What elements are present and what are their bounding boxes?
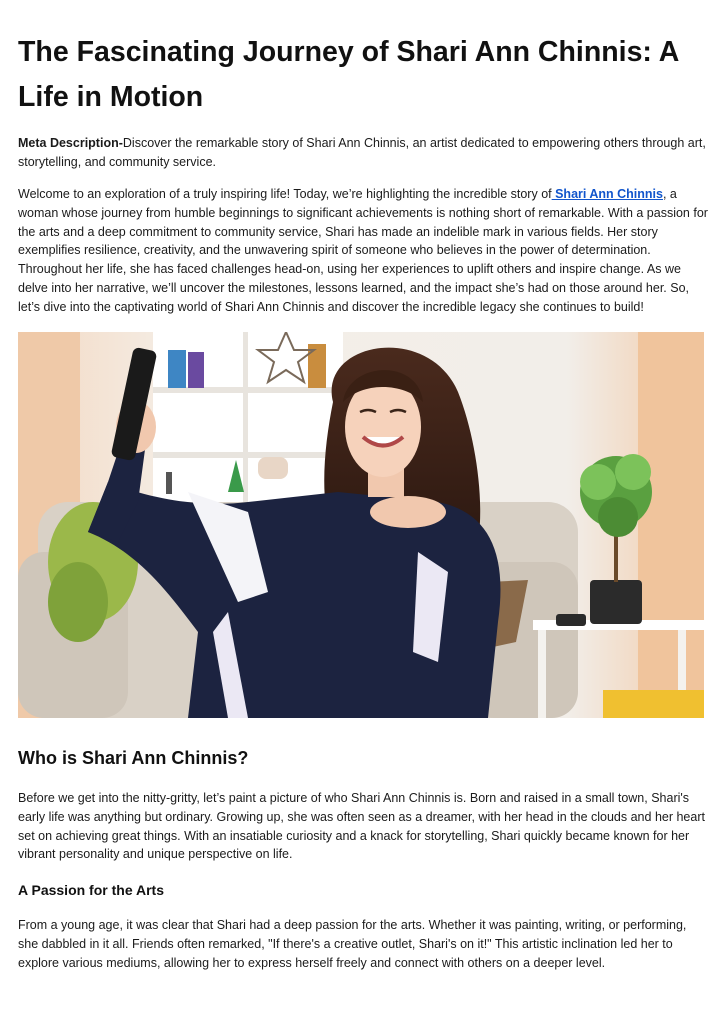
meta-description-text: Discover the remarkable story of Shari Ann Chinnis, an artist dedicated to empowering others through art, storytelling, and community service. [18,136,706,169]
shari-ann-chinnis-link[interactable]: Shari Ann Chinnis [551,187,663,201]
section-heading-arts: A Passion for the Arts [18,882,164,898]
section-heading-who: Who is Shari Ann Chinnis? [18,748,249,768]
meta-description [18,134,708,172]
section-paragraph-who: Before we get into the nitty-gritty, let’s paint a picture of who Shari Ann Chinnis is. Born and raised in a small town, Shari's early life was anything but ordinary. Growing up, she was often seen as a dreamer, with her head in the clouds and her heart set on achieving great things. With an insatiable curiosity and a knack for storytelling, Shari quickly became known for her vibrant personality and unique perspective on life. [18,791,705,862]
section-paragraph-arts: From a young age, it was clear that Shari had a deep passion for the arts. Whether it was painting, writing, or performing, she dabbled in it all. Friends often remarked, "If there's a creative outlet, Shari's on it!" This artistic inclination led her to explore various mediums, allowing her to express herself freely and connect with others on a deeper level. [18,918,687,970]
woman-selfie-illustration [18,332,704,718]
hand-on-chest [370,496,446,528]
hero-photo [18,332,704,718]
intro-text-after: , a woman whose journey from humble beginnings to significant achievements is nothing short of remarkable. With a passion for the arts and a deep commitment to community service, Shari has made an indelible mark in various fields. Her story exemplifies resilience, creativity, and the unwavering spirit of someone who believes in the power of determination. Throughout her life, she has faced challenges head-on, using her experiences to uplift others and inspire change. As we delve into her narrative, we’ll uncover the milestones, lessons learned, and the impact she’s had on those around her. So, let’s dive into the captivating world of Shari Ann Chinnis and discover the incredible legacy she continues to build! [18,187,708,314]
right-curtain [638,332,704,718]
article-title: The Fascinating Journey of Shari Ann Chinnis: A Life in Motion [18,36,679,113]
meta-description-label: Meta Description- [18,136,123,150]
intro-paragraph [18,185,708,317]
yellow-books [603,690,704,718]
intro-text-before: Welcome to an exploration of a truly inspiring life! Today, we’re highlighting the incredible story of [18,187,552,201]
